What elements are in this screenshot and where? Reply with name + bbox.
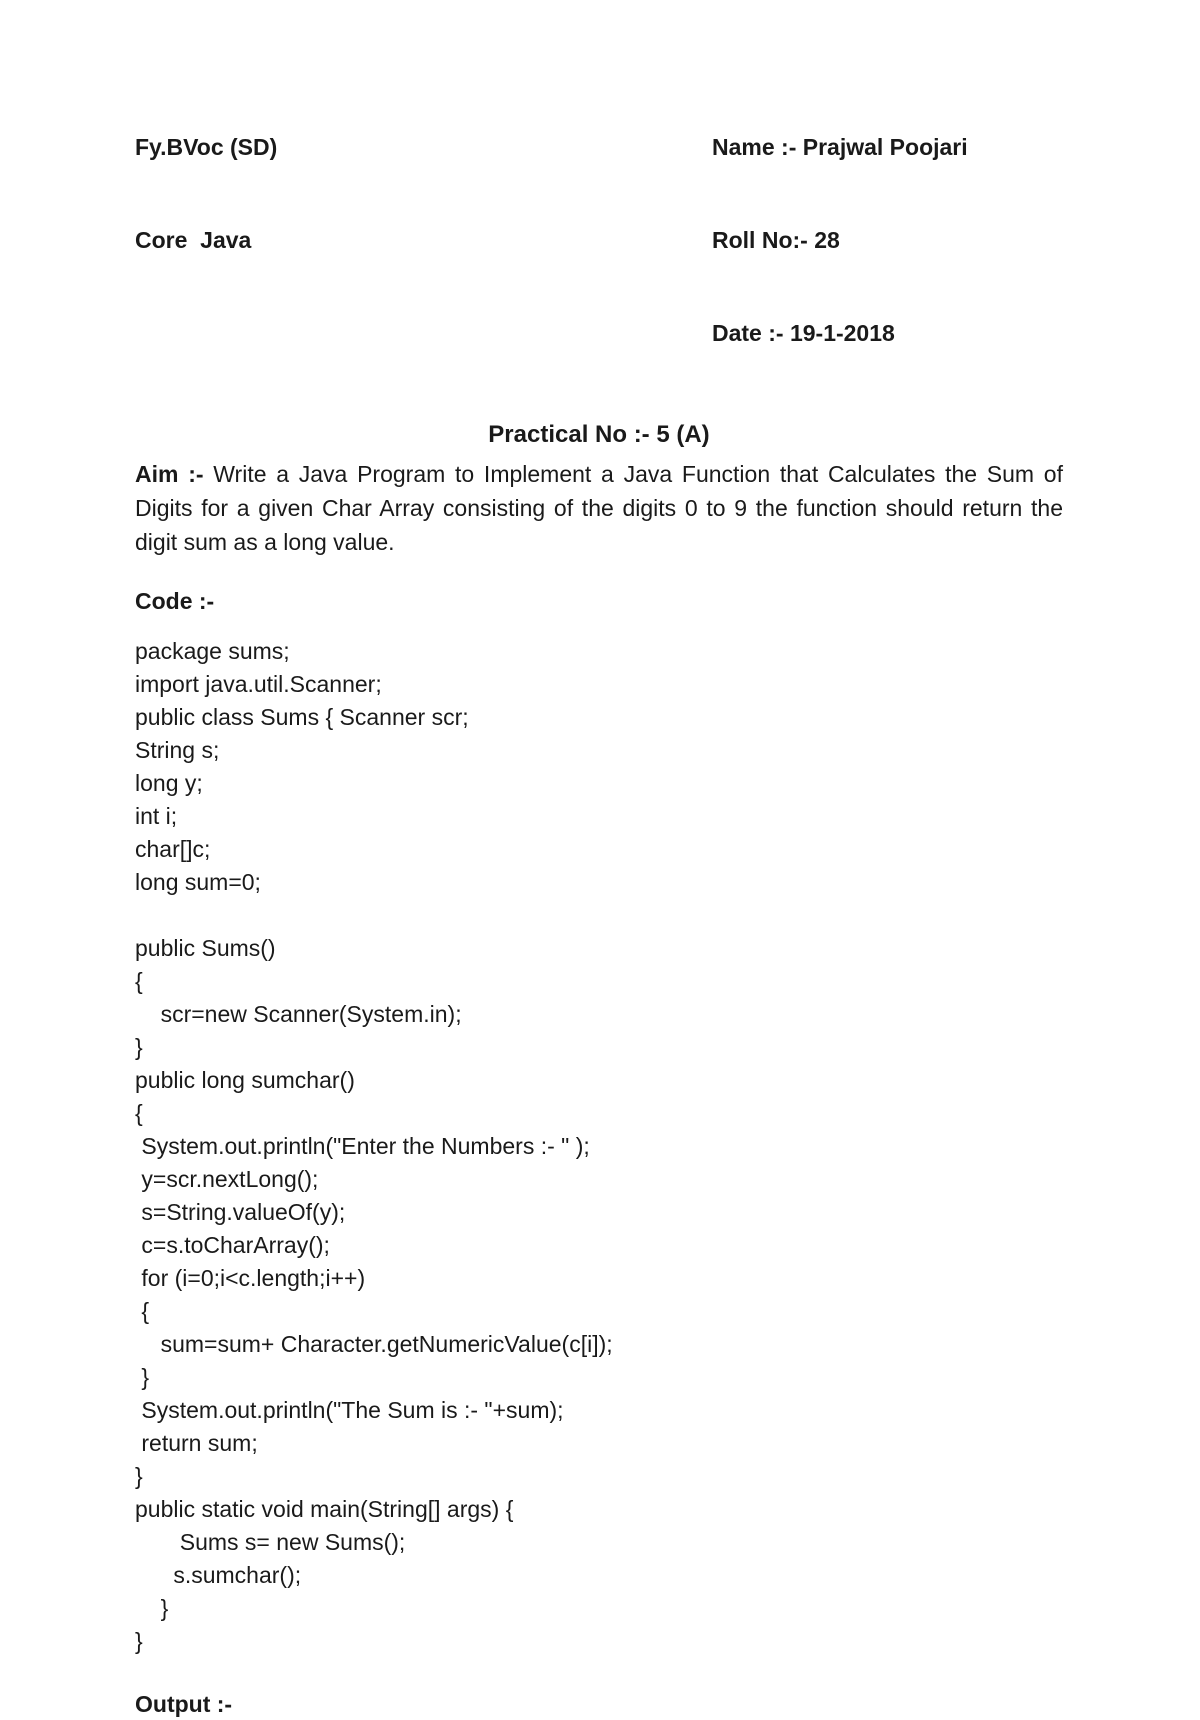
code-line: long sum=0;	[135, 869, 261, 895]
date-line: Date :- 19-1-2018	[712, 320, 895, 346]
code-line: Sums s= new Sums();	[135, 1529, 406, 1555]
subject-name: Core Java	[135, 227, 252, 253]
code-line: scr=new Scanner(System.in);	[135, 1001, 462, 1027]
header-right	[712, 70, 1063, 411]
code-line	[135, 899, 1063, 932]
roll-number: Roll No:- 28	[712, 227, 840, 253]
header-left	[135, 70, 712, 411]
code-line: y=scr.nextLong();	[135, 1166, 319, 1192]
code-line: }	[135, 1628, 143, 1654]
code-line: System.out.println("Enter the Numbers :- " );	[135, 1133, 590, 1159]
code-label: Code :-	[135, 588, 215, 614]
code-line: }	[135, 1364, 150, 1390]
code-line: sum=sum+ Character.getNumericValue(c[i]);	[135, 1331, 613, 1357]
aim-label: Aim :-	[135, 461, 204, 487]
code-line: {	[135, 1100, 143, 1126]
code-line: public class Sums { Scanner scr;	[135, 704, 469, 730]
code-line: long y;	[135, 770, 203, 796]
student-name: Name :- Prajwal Poojari	[712, 134, 968, 160]
course-name: Fy.BVoc (SD)	[135, 134, 278, 160]
code-line: public Sums()	[135, 935, 276, 961]
code-line: package sums;	[135, 638, 290, 664]
code-line: import java.util.Scanner;	[135, 671, 382, 697]
code-line: String s;	[135, 737, 220, 763]
code-line: }	[135, 1595, 169, 1621]
code-line: return sum;	[135, 1430, 258, 1456]
code-line: }	[135, 1034, 143, 1060]
code-line: c=s.toCharArray();	[135, 1232, 330, 1258]
code-line: for (i=0;i<c.length;i++)	[135, 1265, 366, 1291]
code-line: int i;	[135, 803, 178, 829]
code-line: s=String.valueOf(y);	[135, 1199, 346, 1225]
code-line: }	[135, 1463, 143, 1489]
code-block	[135, 635, 1063, 1658]
code-line: public static void main(String[] args) {	[135, 1496, 514, 1522]
output-label: Output :-	[135, 1691, 233, 1717]
code-line: {	[135, 968, 143, 994]
code-line: System.out.println("The Sum is :- "+sum);	[135, 1397, 564, 1423]
aim-text: Write a Java Program to Implement a Java Function that Calculates the Sum of Digits for a given Char Array consisting of the digits 0 to 9 the function should return the digit sum as a long value.	[135, 461, 1063, 555]
document-header	[135, 70, 1063, 411]
practical-title: Practical No :- 5 (A)	[488, 421, 710, 448]
code-line: {	[135, 1298, 150, 1324]
code-line: s.sumchar();	[135, 1562, 302, 1588]
code-line: char[]c;	[135, 836, 211, 862]
aim-paragraph	[135, 457, 1063, 559]
code-line: public long sumchar()	[135, 1067, 355, 1093]
